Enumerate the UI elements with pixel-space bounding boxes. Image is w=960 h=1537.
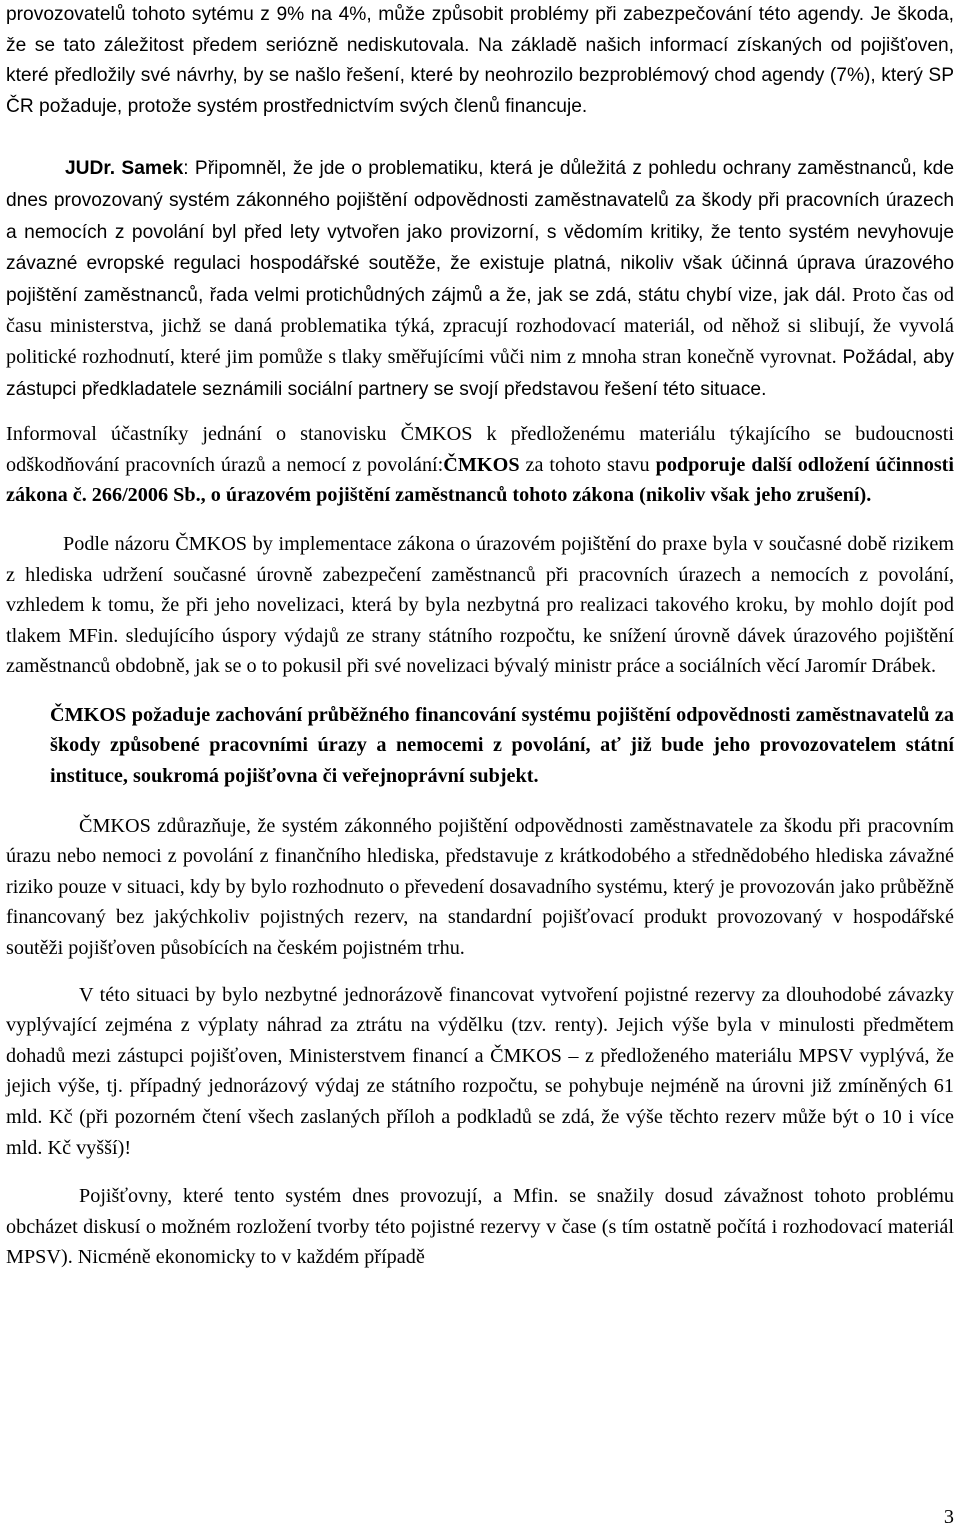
intro-text: provozovatelů tohoto sytému z 9% na 4%, může způsobit problémy při zabezpečování této agendy. Je škoda, že se tato záležitost předem seriózně nediskutovala. Na základě našich informací získaných od pojišťoven, které předložily své návrhy, by se našlo řešení, které by neohrozilo bezproblémový chod agendy (7%), který SP ČR požaduje, protože systém prostřednictvím svých členů financuje.	[6, 4, 954, 117]
speaker-name: JUDr. Samek	[65, 158, 184, 180]
inform-bold-2: podporuje další odložení účinnosti zákona č. 266/2006 Sb., o úrazovém pojištění zaměstnanců tohoto zákona (nikoliv však jeho zrušení).	[6, 453, 955, 507]
paragraph-podle-nazoru	[6, 529, 954, 682]
samek-text-1: : Připomněl, že jde o problematiku, která je důležitá z pohledu ochrany zaměstnanců, kde dnes provozovaný systém zákonného pojištění odpovědnosti zaměstnavatelů za škody při pracovních úrazech a nemocích z povolání byl před lety vytvořen jako provizorní, s vědomím kritiky, že tento systém nevyhovuje závazné evropské regulaci hospodářské soutěže, že existuje platná, nikoliv však účinná úprava úrazového pojištění zaměstnanců, řada velmi protichůdných zájmů a že, jak se zdá, státu chybí vize, jak dál.	[6, 158, 954, 306]
paragraph-cmkos-pozaduje	[50, 700, 954, 792]
paragraph-intro	[6, 0, 954, 122]
samek-text-3: Požádal, aby zástupci předkladatele seznámili sociální partnery se svojí představou řešení této situace.	[6, 346, 954, 400]
paragraph-samek	[6, 153, 954, 405]
zduraznuje-text: ČMKOS zdůrazňuje, že systém zákonného pojištění odpovědnosti zaměstnavatele za škodu při pracovním úrazu nebo nemoci z povolání z finančního hlediska, představuje z krátkodobého a střednědobého hlediska závažné riziko pouze v situaci, kdy by bylo rozhodnuto o převedení dosavadního systému, který je provozován jako průběžně financovaný bez jakýchkoliv pojistných rezerv, na standardní pojišťovací produkt provozovaný v hospodářské soutěži pojišťoven působících na českém pojistném trhu.	[6, 814, 954, 960]
inform-bold-1: ČMKOS	[443, 453, 520, 476]
podle-text: Podle názoru ČMKOS by implementace zákona o úrazovém pojištění do praxe byla v současné době rizikem z hlediska udržení současné úrovně zabezpečení zaměstnanců při pracovních úrazech a nemocích z povolání, vzhledem k tomu, že při jeho novelizaci, která by byla nezbytná pro realizaci takového kroku, by mohlo dojít pod tlakem MFin. sledujícího úspory výdajů ze strany státního rozpočtu, ke snížení úrovně dávek úrazového pojištění zaměstnanců obdobně, jak se o to pokusil při své novelizaci bývalý ministr práce a sociálních věcí Jaromír Drábek.	[6, 532, 954, 678]
samek-text-2: Proto čas od času ministerstva, jichž se daná problematika týká, zpracují rozhodovací materiál, od něhož si slibují, že vyvolá politické rozhodnutí, které jim pomůže s tlaky směřujícími vůči nim z mnoha stran konečně vyrovnat.	[6, 283, 954, 368]
page-number: 3	[943, 1506, 954, 1528]
situace-text: V této situaci by bylo nezbytné jednorázově financovat vytvoření pojistné rezervy za dlouhodobé závazky vyplývající zejména z výplaty náhrad za ztrátu na výdělku (tzv. renty). Jejich výše byla v minulosti předmětem dohadů mezi zástupci pojišťoven, Ministerstvem financí a ČMKOS – z předloženého materiálu MPSV vyplývá, že jejich výše, tj. případný jednorázový výdaj ze státního rozpočtu, se pohybuje nejméně na úrovni již zmíněných 61 mld. Kč (při pozorném čtení všech zaslaných příloh a podkladů se zdá, že výše těchto rezerv může být o 10 i více mld. Kč vyšší)!	[6, 983, 954, 1159]
pozaduje-text: ČMKOS požaduje zachování průběžného financování systému pojištění odpovědnosti zaměstnavatelů za škody způsobené pracovními úrazy a nemocemi z povolání, ať již bude jeho provozovatelem státní instituce, soukromá pojišťovna či veřejnoprávní subjekt.	[50, 703, 954, 788]
pojistovny-text: Pojišťovny, které tento systém dnes provozují, a Mfin. se snažily dosud závažnost tohoto problému obcházet diskusí o možném rozložení tvorby této pojistné rezervy v čase (s tím ostatně počítá i rozhodovací materiál MPSV). Nicméně ekonomicky to v každém případě	[6, 1185, 954, 1269]
paragraph-v-teto-situaci	[6, 980, 954, 1164]
paragraph-cmkos-zduraznuje	[6, 811, 954, 964]
document-page	[6, 0, 954, 1273]
inform-text-1: Informoval účastníky jednání o stanovisku ČMKOS k předloženému materiálu týkajícího se budoucnosti odškodňování pracovních úrazů a nemocí z povolání:	[6, 423, 954, 476]
paragraph-informoval	[6, 419, 954, 511]
inform-text-2: za tohoto stavu	[519, 453, 656, 476]
paragraph-pojistovny	[6, 1181, 954, 1273]
